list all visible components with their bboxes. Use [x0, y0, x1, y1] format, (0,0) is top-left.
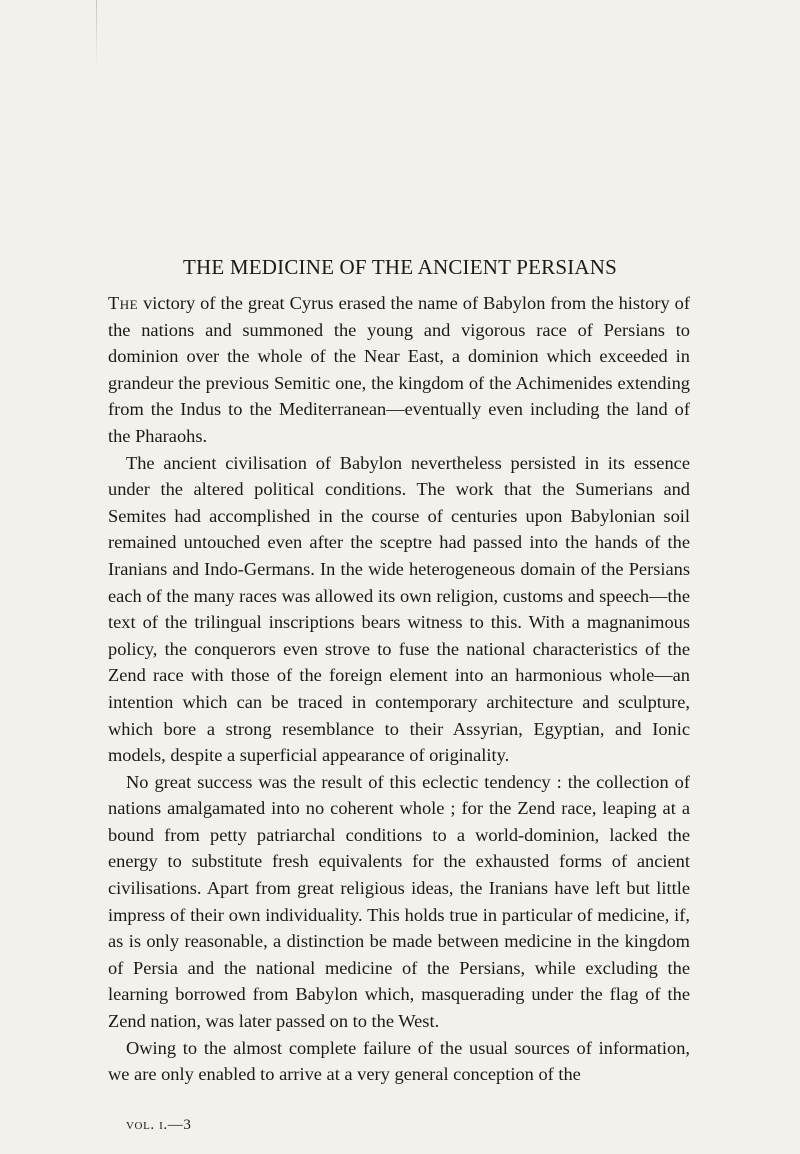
paragraph-1-text: victory of the great Cyrus erased the name of Babylon from the history of the nations and summoned the young and vigorous race of Persians to dominion over the whole of the Near East, a dominion which exceeded in grandeur the previous Semitic one, the kingdom of the Achimenides extending from the Indus to the Mediterranean—eventually even including the land of the Pharaohs. [108, 293, 690, 446]
lead-word: The [108, 293, 139, 313]
paragraph-4: Owing to the almost complete failure of the usual sources of information, we are only enabled to arrive at a very general conception of the [108, 1037, 690, 1085]
body-text [108, 290, 690, 1088]
paragraph-1 [108, 290, 690, 450]
printer-signature: vol. i.—3 [126, 1117, 192, 1133]
scan-mark [96, 0, 97, 70]
paragraph-3: No great success was the result of this eclectic tendency : the collection of nations amalgamated into no coherent whole ; for the Zend race, leaping at a bound from petty patriarchal conditions to a world-dominion, lacked the energy to substitute fresh equivalents for the exhausted forms of ancient civilisations. Apart from great religious ideas, the Iranians have left but little impress of their own individuality. This holds true in particular of medicine, if, as is only reasonable, a distinction be made between medicine in the kingdom of Persia and the national medicine of the Persians, while excluding the learning borrowed from Babylon which, masquerading under the flag of the Zend nation, was later passed on to the West. [108, 771, 690, 1032]
chapter-heading: THE MEDICINE OF THE ANCIENT PERSIANS [182, 255, 618, 279]
paragraph-2: The ancient civilisation of Babylon nevertheless persisted in its essence under the altered political conditions. The work that the Sumerians and Semites had accomplished in the course of centuries upon Babylonian soil remained untouched even after the sceptre had passed into the hands of the Iranians and Indo-Germans. In the wide heterogeneous domain of the Persians each of the many races was allowed its own religion, customs and speech—the text of the trilingual inscriptions bears witness to this. With a magnanimous policy, the conquerors even strove to fuse the national characteristics of the Zend race with those of the foreign element into an harmonious whole—an intention which can be traced in contemporary architecture and sculpture, which bore a strong resemblance to their Assyrian, Egyptian, and Ionic models, despite a superficial appearance of originality. [108, 452, 690, 766]
